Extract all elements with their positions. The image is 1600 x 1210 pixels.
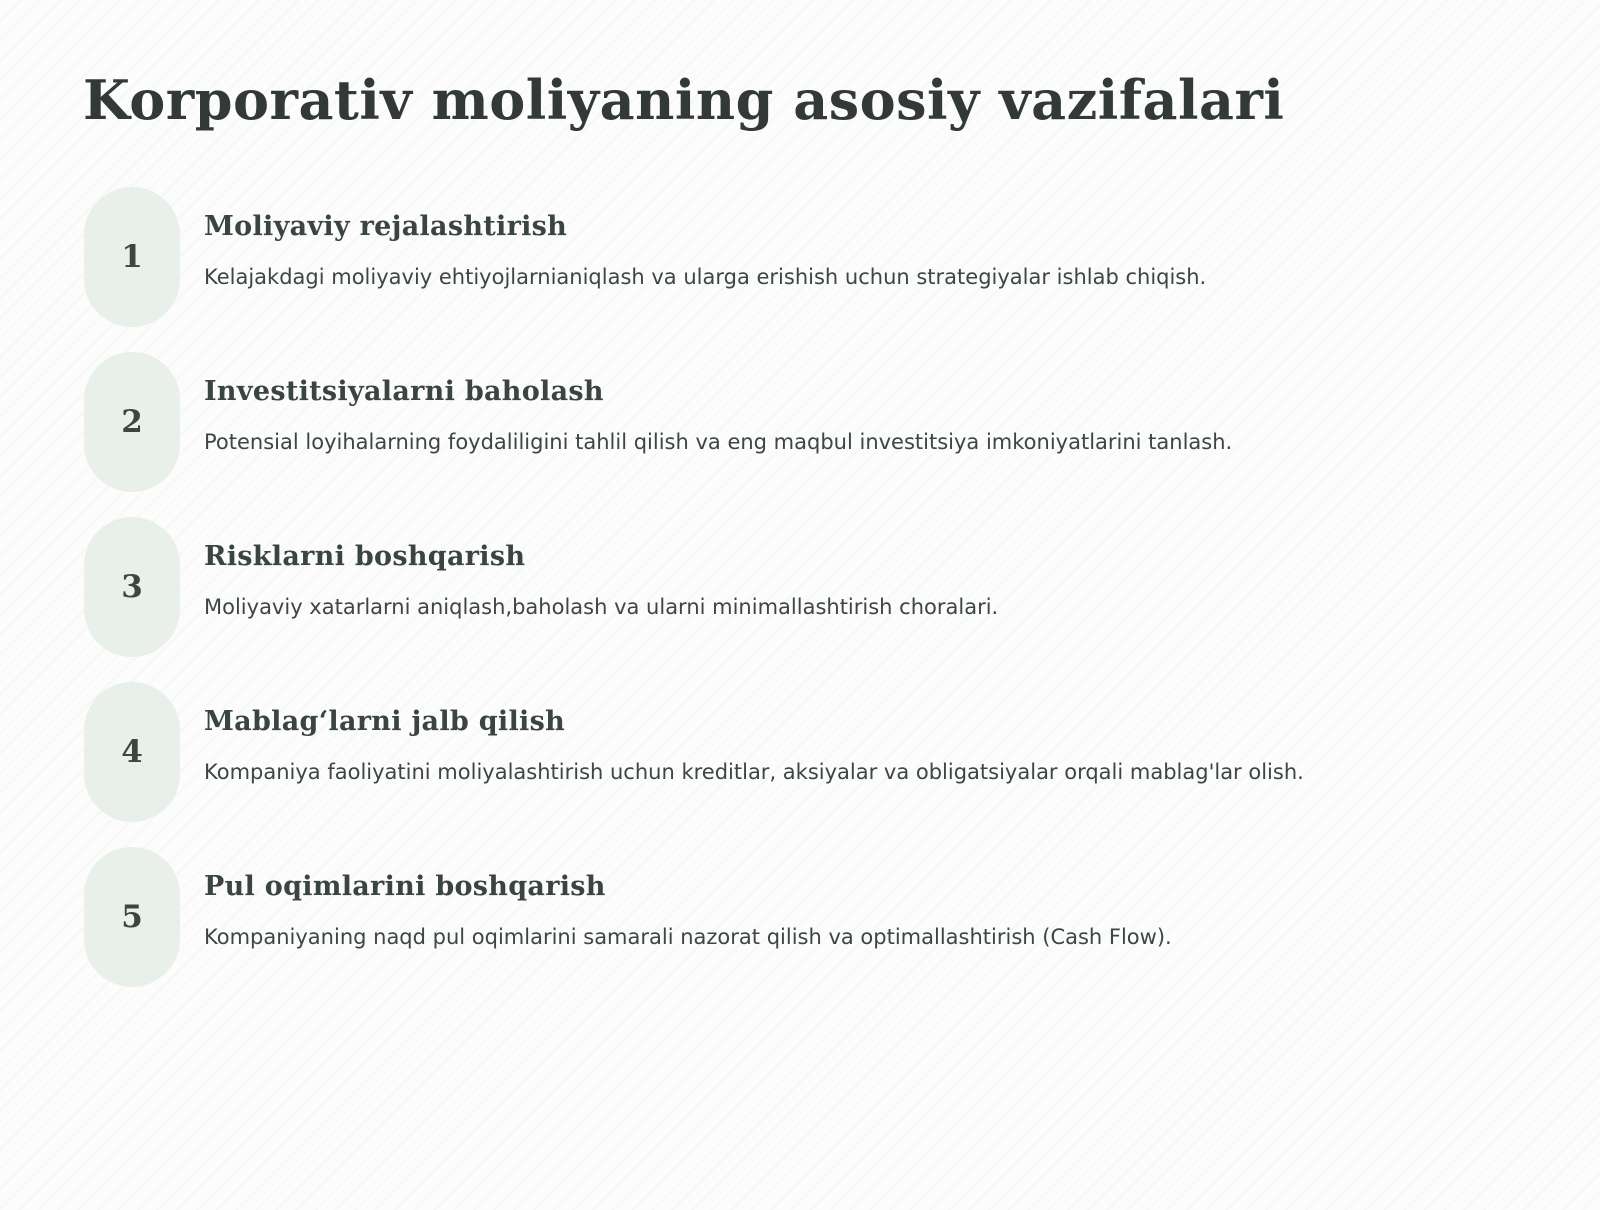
item-heading: Pul oqimlarini boshqarish xyxy=(204,871,606,902)
item-description: Kompaniya faoliyatini moliyalashtirish uchun kreditlar, aksiyalar va obligatsiyalar orqali mablag'lar olish. xyxy=(204,760,1304,784)
step-number: 5 xyxy=(84,847,180,987)
item-heading: Mablag‘larni jalb qilish xyxy=(204,706,566,737)
item-heading: Risklarni boshqarish xyxy=(204,541,526,572)
page-title: Korporativ moliyaning asosiy vazifalari xyxy=(83,68,1285,132)
list-item xyxy=(84,517,1524,657)
list-item xyxy=(84,187,1524,327)
item-heading: Moliyaviy rejalashtirish xyxy=(204,211,568,242)
step-number: 3 xyxy=(84,517,180,657)
step-number: 4 xyxy=(84,682,180,822)
item-description: Kompaniyaning naqd pul oqimlarini samarali nazorat qilish va optimallashtirish (Cash Flow). xyxy=(204,925,1172,949)
list-item xyxy=(84,682,1524,822)
list-item xyxy=(84,352,1524,492)
item-description: Kelajakdagi moliyaviy ehtiyojlarnianiqlash va ularga erishish uchun strategiyalar ishlab chiqish. xyxy=(204,265,1207,289)
item-description: Potensial loyihalarning foydaliligini tahlil qilish va eng maqbul investitsiya imkoniyatlarini tanlash. xyxy=(204,430,1233,454)
item-description: Moliyaviy xatarlarni aniqlash,baholash va ularni minimallashtirish choralari. xyxy=(204,595,999,619)
list-item xyxy=(84,847,1524,987)
step-number: 2 xyxy=(84,352,180,492)
item-heading: Investitsiyalarni baholash xyxy=(204,376,604,407)
step-number: 1 xyxy=(84,187,180,327)
